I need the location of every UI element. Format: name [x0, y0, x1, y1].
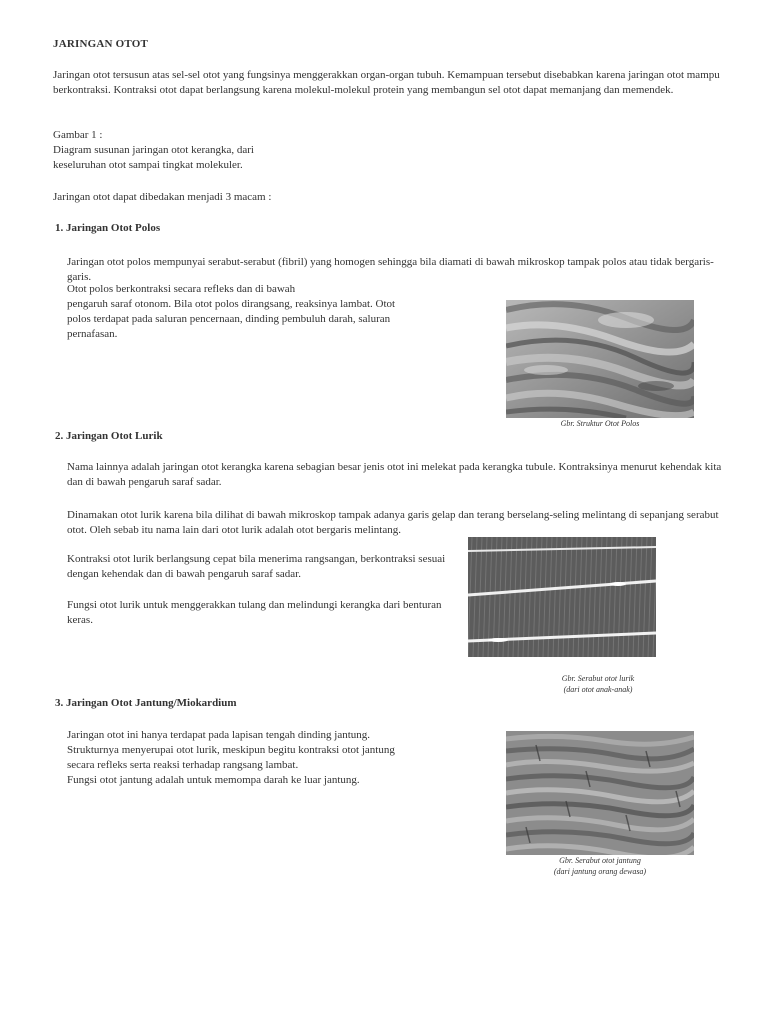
skeletal-muscle-caption [518, 673, 678, 695]
intro-paragraph: Jaringan otot tersusun atas sel-sel otot yang fungsinya menggerakkan organ-organ tubuh. Kemampuan tersebut disebabkan karena jaringan otot mampu berkontraksi. Kontraksi otot dapat berlangsung karena molekul-molekul protein yang membangun sel otot dapat memanjang dan memendek. [53, 69, 720, 96]
jantung-paragraph-line: secara refleks serta reaksi terhadap rangsang lambat. [67, 759, 299, 771]
cardiac-muscle-caption [520, 855, 680, 877]
polos-paragraph-line: Otot polos berkontraksi secara refleks dan di bawah [67, 283, 296, 295]
lurik-paragraph-4: Fungsi otot lurik untuk menggerakkan tulang dan melindungi kerangka dari benturan keras. [67, 599, 442, 626]
smooth-muscle-texture [506, 300, 694, 418]
polos-paragraph-line: pengaruh saraf otonom. Bila otot polos dirangsang, reaksinya lambat. Otot [67, 298, 396, 310]
figure-reference [53, 128, 453, 173]
skeletal-muscle-micrograph [468, 537, 656, 657]
cardiac-muscle-micrograph [506, 731, 694, 855]
skeletal-muscle-texture [468, 537, 656, 657]
lurik-paragraph-3: Kontraksi otot lurik berlangsung cepat bila menerima rangsangan, berkontraksi sesuai dengan kehendak dan di bawah pengaruh saraf sadar. [67, 553, 446, 580]
lurik-paragraph-2: Dinamakan otot lurik karena bila dilihat di bawah mikroskop tampak adanya garis gelap dan terang berselang-seling melintang di sepanjang serabut otot. Oleh sebab itu nama lain dari otot lurik adalah otot bergaris melintang. [67, 509, 719, 536]
polos-paragraph-line: pernafasan. [67, 328, 118, 340]
polos-paragraph-1: Jaringan otot polos mempunyai serabut-serabut (fibril) yang homogen sehingga bila diamati di bawah mikroskop tampak polos atau tidak bergaris-garis. [67, 256, 714, 283]
cardiac-muscle-caption-line: (dari jantung orang dewasa) [553, 867, 647, 876]
polos-paragraph-line: polos terdapat pada saluran pencernaan, dinding pembuluh darah, saluran [67, 313, 391, 325]
cardiac-muscle-texture [506, 731, 694, 855]
figure-reference-line: Gambar 1 : [53, 129, 103, 141]
skeletal-muscle-caption-line: (dari otot anak-anak) [563, 685, 633, 694]
jantung-paragraph-line: Strukturnya menyerupai otot lurik, meskipun begitu kontraksi otot jantung [67, 744, 395, 756]
section-heading-lurik: 2. Jaringan Otot Lurik [55, 430, 163, 442]
cardiac-muscle-caption-line: Gbr. Serabut otot jantung [559, 856, 641, 865]
smooth-muscle-micrograph [506, 300, 694, 418]
figure-reference-line: keseluruhan otot sampai tingkat molekuler. [53, 159, 243, 171]
polos-paragraph-2 [67, 282, 487, 342]
types-intro: Jaringan otot dapat dibedakan menjadi 3 macam : [53, 191, 272, 203]
section-heading-jantung: 3. Jaringan Otot Jantung/Miokardium [55, 697, 237, 709]
smooth-muscle-caption: Gbr. Struktur Otot Polos [560, 419, 640, 428]
skeletal-muscle-caption-line: Gbr. Serabut otot lurik [561, 674, 635, 683]
page-title: JARINGAN OTOT [53, 38, 148, 50]
figure-reference-line: Diagram susunan jaringan otot kerangka, dari [53, 144, 254, 156]
section-heading-polos: 1. Jaringan Otot Polos [55, 222, 161, 234]
jantung-paragraph-line: Fungsi otot jantung adalah untuk memompa darah ke luar jantung. [67, 774, 360, 786]
jantung-paragraph-line: Jaringan otot ini hanya terdapat pada lapisan tengah dinding jantung. [67, 729, 371, 741]
jantung-paragraph [67, 728, 487, 788]
lurik-paragraph-1: Nama lainnya adalah jaringan otot kerangka karena sebagian besar jenis otot ini melekat pada kerangka tubule. Kontraksinya menurut kehendak kita dan di bawah pengaruh saraf sadar. [67, 461, 722, 488]
